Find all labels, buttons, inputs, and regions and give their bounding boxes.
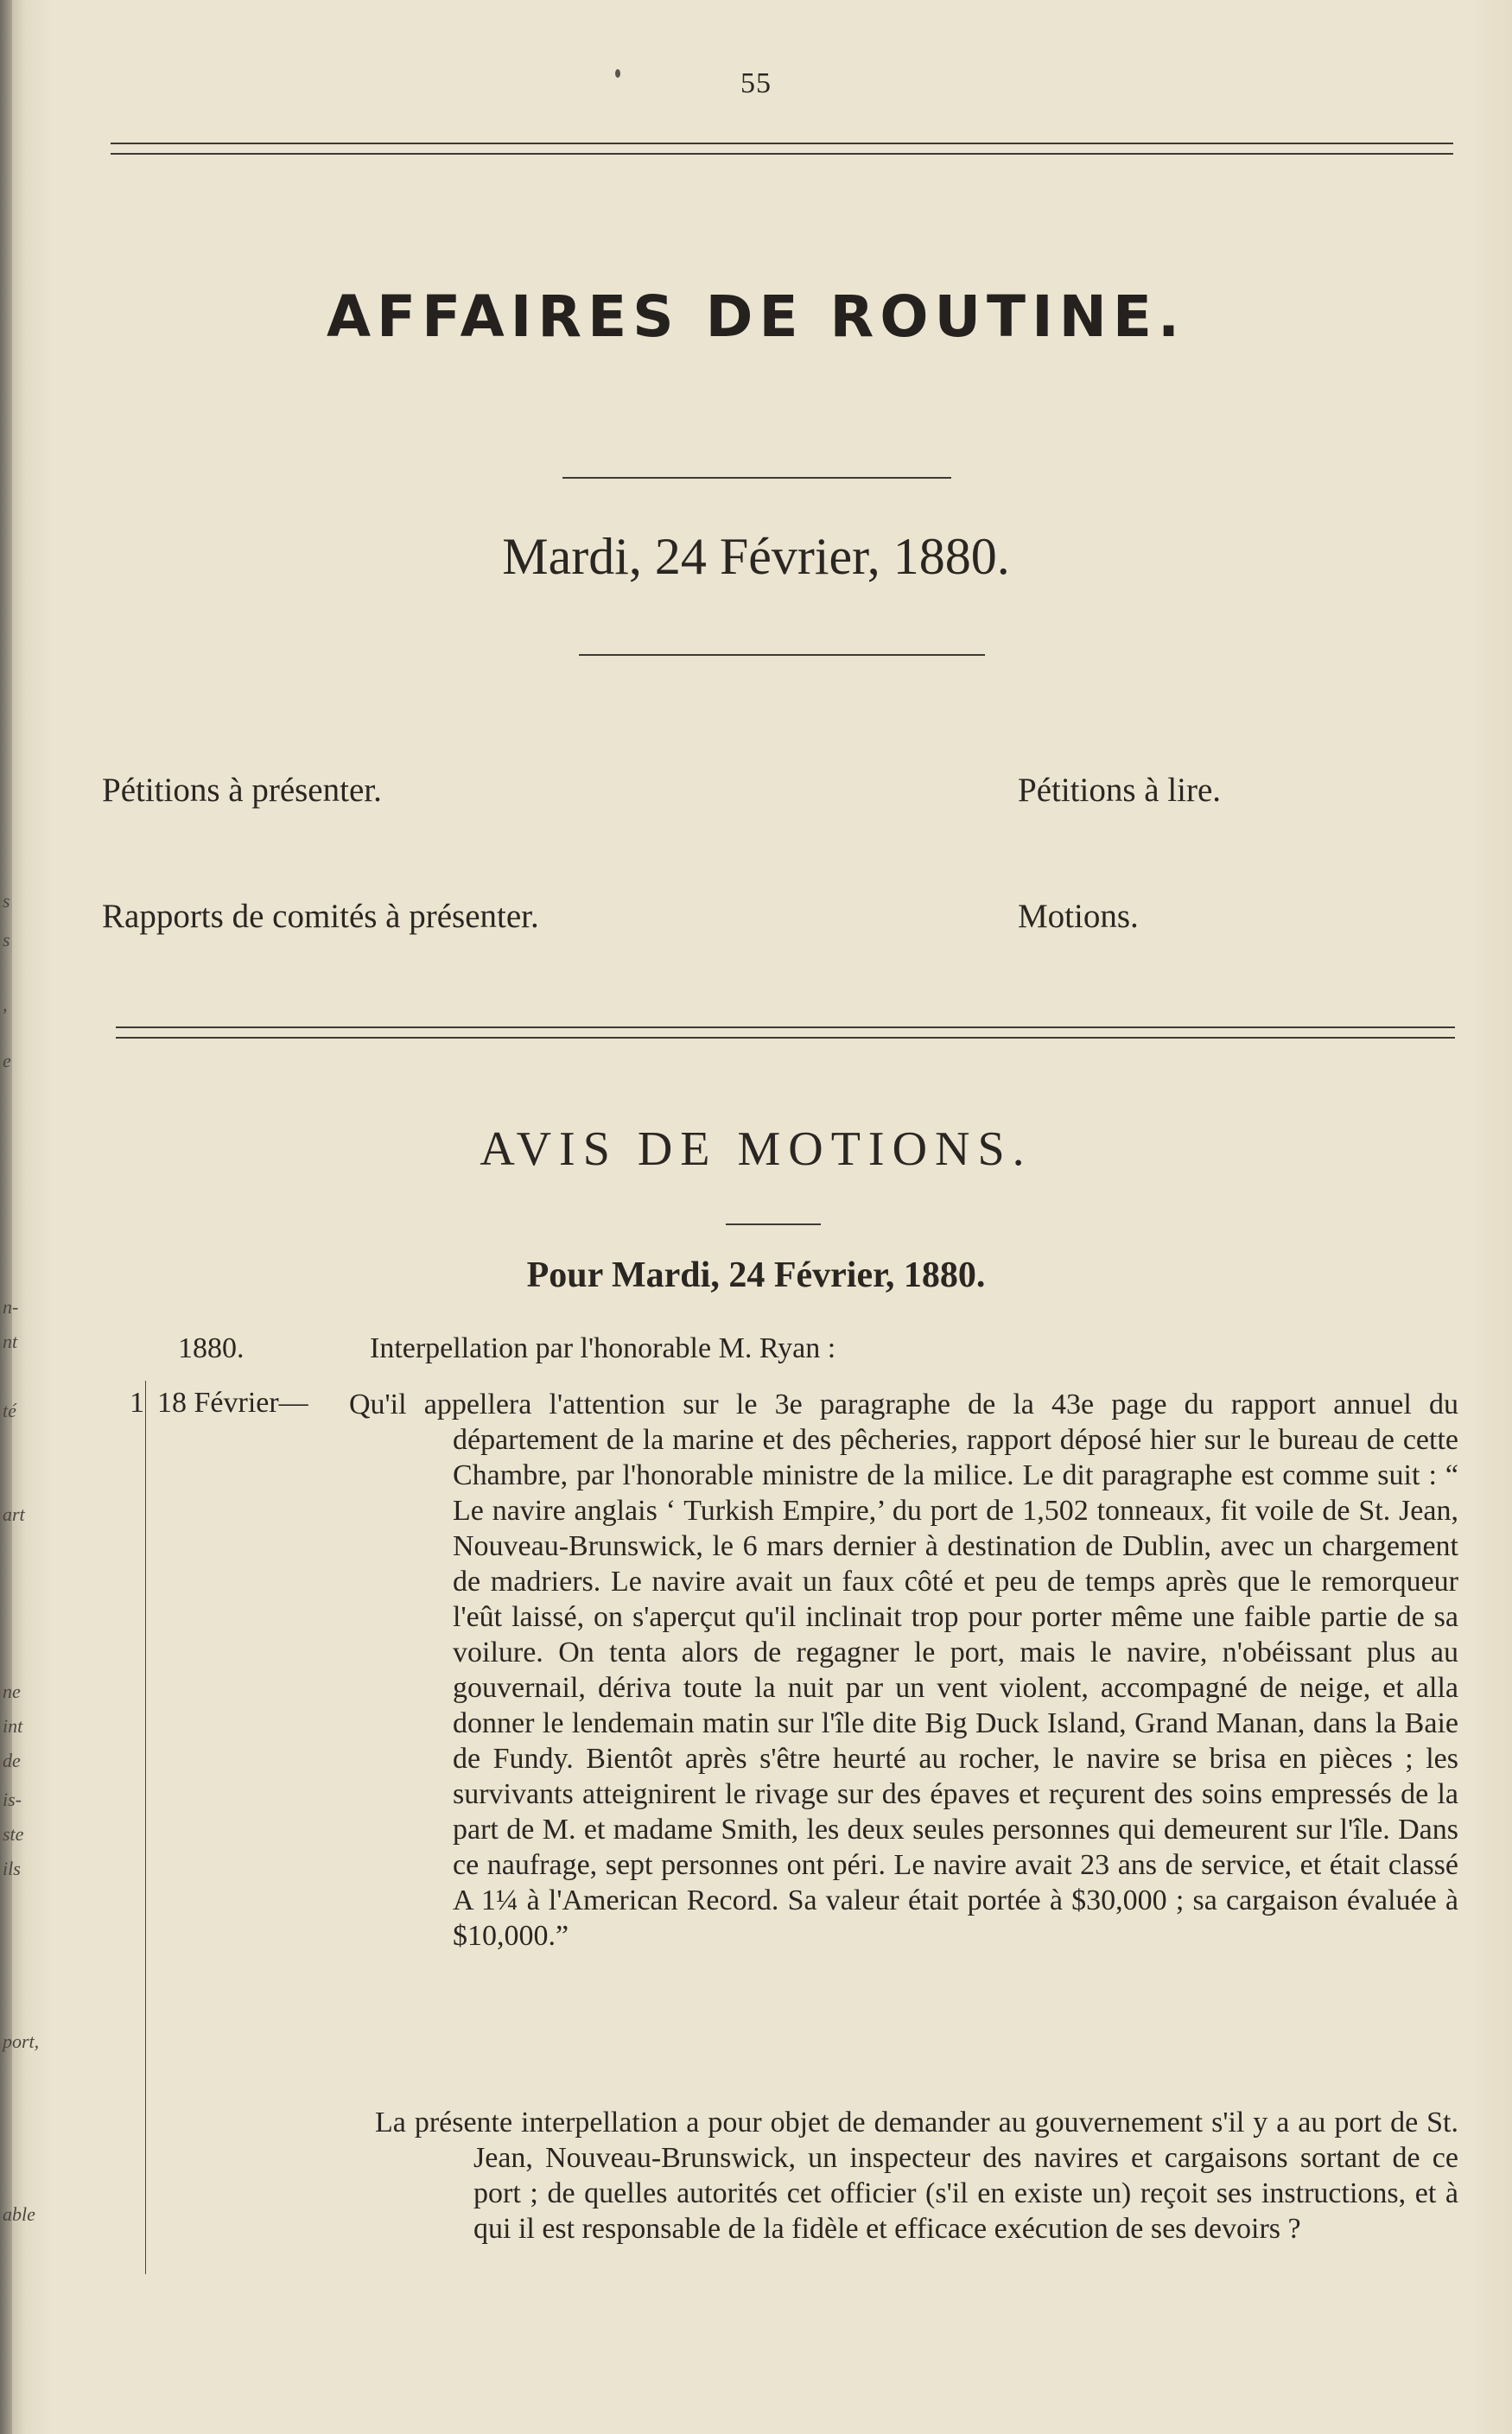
margin-fragment: e — [3, 1050, 11, 1071]
petitions-to-present: Pétitions à présenter. — [102, 772, 382, 809]
margin-fragment: n- — [3, 1296, 19, 1318]
reports-to-present: Rapports de comités à présenter. — [102, 898, 539, 935]
notice-intro — [370, 1332, 835, 1365]
notices-heading-rule — [726, 1223, 821, 1225]
margin-fragment: able — [3, 2203, 35, 2225]
margin-fragment: art — [3, 1503, 25, 1525]
margin-fragment: is- — [3, 1789, 22, 1810]
margin-fragment: s — [3, 890, 10, 912]
header-double-rule — [111, 143, 1453, 155]
margin-fragment: int — [3, 1715, 23, 1737]
sitting-date: Mardi, 24 Février, 1880. — [502, 528, 1010, 585]
date-underline-rule — [579, 654, 985, 656]
margin-fragment: s — [3, 929, 10, 950]
notices-for-date: Pour Mardi, 24 Février, 1880. — [526, 1255, 986, 1295]
notice-body-paragraph-2: La présente interpellation a pour objet de demander au gouvernement s'il y a au port de St. Jean, Nouveau-Brunswick, un inspecteur des navires et cargaisons sortant de ce port ; de quelles autorités cet officier (s'il en existe un) reçoit ses instructions, et à qui il est responsable de la fidèle et efficace exécution de ses devoirs ? — [375, 2107, 1458, 2245]
section-double-rule — [116, 1026, 1455, 1039]
margin-fragment: nt — [3, 1331, 18, 1352]
page-number: 55 — [740, 67, 772, 99]
notice-date: 18 Février— — [157, 1387, 308, 1419]
title-underline-rule — [562, 477, 951, 479]
margin-fragment: de — [3, 1750, 21, 1771]
margin-fragment: ste — [3, 1823, 24, 1845]
margin-fragment: té — [3, 1400, 16, 1421]
petitions-to-read: Pétitions à lire. — [1018, 772, 1222, 809]
motions-item: Motions. — [1018, 898, 1139, 935]
notice-intro-text: Interpellation par l'honorable M. Ryan : — [370, 1332, 836, 1364]
margin-fragment: ils — [3, 1858, 21, 1879]
section-title: AFFAIRES DE ROUTINE. — [326, 283, 1186, 350]
margin-fragment: ne — [3, 1681, 21, 1702]
margin-fragment: port, — [3, 2030, 40, 2052]
margin-fragment: , — [3, 994, 8, 1015]
notice-number: 1 — [130, 1387, 144, 1419]
notice-body-paragraph-1: Qu'il appellera l'attention sur le 3e paragraphe de la 43e page du rapport annuel du département de la marine et des pêcheries, rapport déposé hier sur le bureau de cette Chambre, par l'honorable ministre de la milice. Le dit paragraphe est comme suit : “ Le navire anglais ‘ Turkish Empire,’ du port de 1,502 tonneaux, fit voile de St. Jean, Nouveau-Brunswick, le 6 mars dernier à destination de Dublin, avec un chargement de madriers. Le navire avait un faux côté et peu de temps après que le remorqueur l'eût laissé, on s'aperçut qu'il inclinait trop pour porter même une faible partie de sa voilure. On tenta alors de regagner le port, mais le navire, n'obéissant plus au gouvernail, dériva toute la nuit par un vent violent, accompagné de neige, et alla donner le lendemain matin sur l'île dite Big Duck Island, Grand Manan, dans la Baie de Fundy. Bientôt après s'être heurté au rocher, le navire se brisa en pièces ; les survivants atteignirent le rivage sur des épaves et reçurent des soins empressés de la part de M. et madame Smith, les deux seules personnes qui demeurent sur l'île. Dans ce naufrage, sept personnes ont péri. Le navire avait 23 ans de service, et était classé A 1¼ à l'American Record. Sa valeur était portée à $30,000 ; sa cargaison évaluée à $10,000.” — [349, 1389, 1458, 1952]
notice-year: 1880. — [178, 1332, 245, 1364]
notices-heading: AVIS DE MOTIONS. — [480, 1122, 1032, 1176]
notice-margin-rule — [145, 1381, 146, 2274]
binding-edge — [0, 0, 12, 2434]
